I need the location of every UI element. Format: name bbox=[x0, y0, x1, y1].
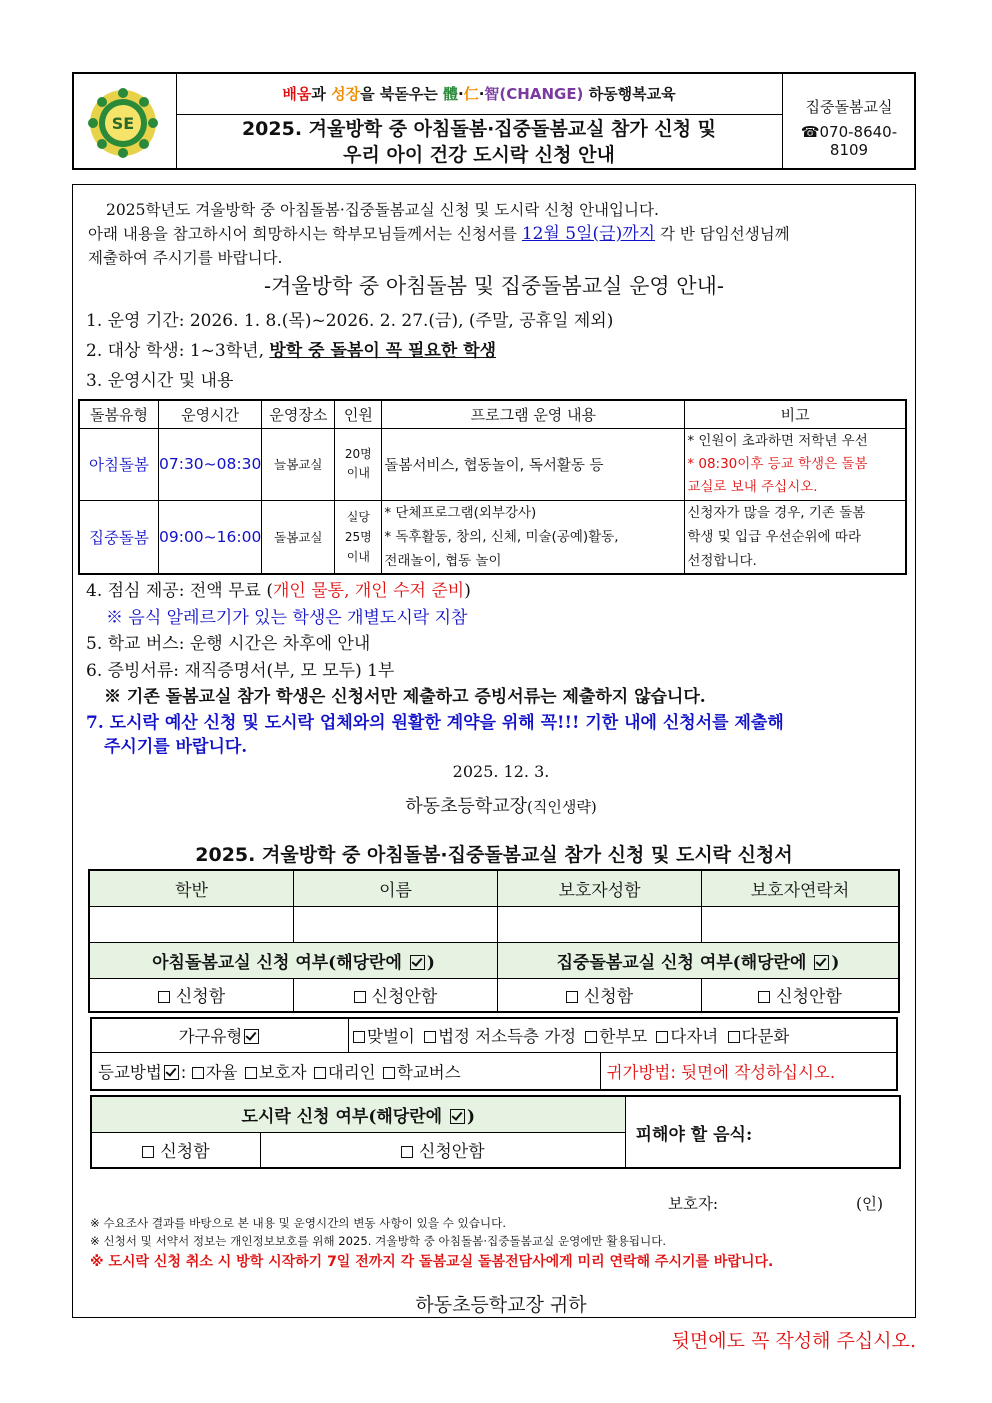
col-place: 운영장소 bbox=[262, 400, 335, 428]
checkbox-icon[interactable] bbox=[566, 991, 578, 1003]
table-row: 집중돌봄 09:00~16:00 돌봄교실 실당 25명 이내 * 단체프로그램(외부강사) * 독후활동, 창의, 신체, 미술(공예)활동, 전래놀이, 협동 놀이 신청자가 많을 경우, 기존 돌봄 학생 및 입급 우선순위에 따라 선정합니다. bbox=[79, 500, 906, 574]
checkbox-icon[interactable] bbox=[353, 1031, 365, 1043]
checkbox-icon[interactable] bbox=[728, 1031, 740, 1043]
checkbox-icon[interactable] bbox=[656, 1031, 668, 1043]
morning-care-label: 아침돌봄교실 신청 여부(해당란에 ) bbox=[89, 942, 498, 978]
intro-paragraph: 2025학년도 겨울방학 중 아침돌봄·집중돌봄교실 신청 및 도시락 신청 안내입니다. 아래 내용을 참고하시어 희망하시는 학부모님들께서는 신청서를 12월 5일(금)까지 각 반 담임선생님께 제출하여 주시기를 바랍니다. bbox=[88, 201, 790, 267]
family-type-label: 가구유형 bbox=[91, 1018, 349, 1052]
checkbox-icon[interactable] bbox=[245, 1067, 257, 1079]
document-title: 2025. 겨울방학 중 아침돌봄·집중돌봄교실 참가 신청 및 우리 아이 건강 도시락 신청 안내 bbox=[241, 118, 717, 166]
checkbox-icon[interactable] bbox=[158, 991, 170, 1003]
svg-text:SE: SE bbox=[111, 114, 135, 133]
morning-decline-option[interactable]: 신청안함 bbox=[294, 978, 498, 1012]
issue-date: 2025. 12. 3. bbox=[452, 762, 550, 781]
intensive-decline-option[interactable]: 신청안함 bbox=[702, 978, 900, 1012]
info-items bbox=[86, 306, 613, 396]
item-lunch: 4. 점심 제공: 전액 무료 (개인 물통, 개인 수저 준비) bbox=[86, 581, 471, 601]
addressee: 하동초등학교장 귀하 bbox=[415, 1294, 587, 1316]
intensive-apply-option[interactable]: 신청함 bbox=[498, 978, 702, 1012]
footer-notes: ※ 수요조사 결과를 바탕으로 본 내용 및 운영시간의 변동 사항이 있을 수 있습니다. ※ 신청서 및 서약서 정보는 개인정보보호를 위해 2025. 겨울방학 중 아침돌봄·집중돌봄교실 운영에만 활용됩니다. ※ 도시락 신청 취소 시 방학 시작하기 7일 전까지 각 돌봄교실 돌봄전담사에게 미리 연락해 주시기를 바랍니다. bbox=[90, 1216, 774, 1270]
item-lunchbox-budget: 7. 도시락 예산 신청 및 도시락 업체와의 원활한 계약을 위해 꼭!!! 기한 내에 신청서를 제출해 주시기를 바랍니다. bbox=[86, 712, 784, 757]
more-items bbox=[86, 578, 916, 759]
school-emblem-icon bbox=[88, 88, 158, 158]
lunchbox-table bbox=[90, 1095, 901, 1169]
applicant-table: 학반 이름 보호자성함 보호자연락처 아침돌봄교실 신청 여부(해당란에 ) 집중돌봄교실 신청 여부(해당란에 ) 신청함 신청안함 신청함 신청안함 bbox=[88, 869, 900, 1013]
checkbox-checked-icon bbox=[410, 955, 425, 970]
commute-options: 등교방법 : 자율 보호자 대리인 학교버스 bbox=[91, 1052, 600, 1090]
checkbox-icon[interactable] bbox=[424, 1031, 436, 1043]
name-field[interactable] bbox=[294, 906, 498, 942]
guardian-name-field[interactable] bbox=[498, 906, 702, 942]
col-count: 인원 bbox=[335, 400, 382, 428]
logo-cell bbox=[74, 74, 177, 168]
col-note: 비고 bbox=[685, 400, 906, 428]
guardian-phone-field[interactable] bbox=[702, 906, 900, 942]
phone-number: ☎070-8640-8109 bbox=[800, 123, 898, 159]
checkbox-checked-icon bbox=[450, 1109, 465, 1124]
checkbox-checked-icon bbox=[164, 1065, 179, 1080]
item-target: 2. 대상 학생: 1~3학년, 방학 중 돌봄이 꼭 필요한 학생 bbox=[86, 341, 497, 361]
checkbox-icon[interactable] bbox=[401, 1146, 413, 1158]
seal-mark: (인) bbox=[856, 1195, 884, 1213]
col-time: 운영시간 bbox=[159, 400, 262, 428]
slogan-line: 배움과 성장을 북돋우는 體·仁·智(CHANGE) 하동행복교육 bbox=[176, 74, 782, 115]
col-type: 돌봄유형 bbox=[79, 400, 159, 428]
section-title: -겨울방학 중 아침돌봄 및 집중돌봄교실 운영 안내- bbox=[264, 274, 724, 298]
principal-signature: 하동초등학교장(직인생략) bbox=[405, 796, 597, 817]
dept-name: 집중돌봄교실 bbox=[805, 98, 893, 116]
intensive-care-label: 집중돌봄교실 신청 여부(해당란에 ) bbox=[498, 942, 900, 978]
family-table bbox=[90, 1017, 898, 1091]
lunchbox-decline-option[interactable]: 신청안함 bbox=[261, 1132, 626, 1168]
item-schedule: 3. 운영시간 및 내용 bbox=[86, 371, 234, 391]
lunchbox-apply-option[interactable]: 신청함 bbox=[91, 1132, 261, 1168]
checkbox-icon[interactable] bbox=[354, 991, 366, 1003]
guardian-signature: 보호자: bbox=[668, 1195, 719, 1213]
col-program: 프로그램 운영 내용 bbox=[382, 400, 685, 428]
avoid-food-field[interactable]: 피해야 할 음식: bbox=[625, 1096, 900, 1168]
contact-cell bbox=[782, 74, 915, 168]
lunchbox-label: 도시락 신청 여부(해당란에 ) bbox=[91, 1096, 625, 1132]
allergy-note: ※ 음식 알레르기가 있는 학생은 개별도시락 지참 bbox=[106, 607, 468, 628]
return-method-note: 귀가방법: 뒷면에 작성하십시오. bbox=[600, 1052, 897, 1090]
checkbox-icon[interactable] bbox=[142, 1146, 154, 1158]
item-bus: 5. 학교 버스: 운행 시간은 차후에 안내 bbox=[86, 634, 371, 654]
item-period: 1. 운영 기간: 2026. 1. 8.(목)~2026. 2. 27.(금), (주말, 공휴일 제외) bbox=[86, 311, 614, 331]
back-page-note: 뒷면에도 꼭 작성해 주십시오. bbox=[671, 1330, 916, 1352]
checkbox-icon[interactable] bbox=[585, 1031, 597, 1043]
morning-apply-option[interactable]: 신청함 bbox=[89, 978, 294, 1012]
schedule-header-row bbox=[79, 400, 906, 428]
header-box bbox=[72, 72, 916, 170]
class-field[interactable] bbox=[89, 906, 294, 942]
checkbox-checked-icon bbox=[814, 955, 829, 970]
checkbox-icon[interactable] bbox=[314, 1067, 326, 1079]
checkbox-checked-icon bbox=[244, 1029, 259, 1044]
family-options: 맞벌이 법정 저소득층 가정 한부모 다자녀 다문화 bbox=[349, 1018, 898, 1052]
item-documents: 6. 증빙서류: 재직증명서(부, 모 모두) 1부 bbox=[86, 660, 395, 681]
table-row: 아침돌봄 07:30~08:30 늘봄교실 20명 이내 돌봄서비스, 협동놀이, 독서활동 등 * 인원이 초과하면 저학년 우선 * 08:30이후 등교 학생은 돌봄 교실로 보내 주십시오. bbox=[79, 428, 906, 500]
checkbox-icon[interactable] bbox=[758, 991, 770, 1003]
deadline: 12월 5일(금)까지 bbox=[521, 224, 656, 244]
checkbox-icon[interactable] bbox=[192, 1067, 204, 1079]
form-title: 2025. 겨울방학 중 아침돌봄·집중돌봄교실 참가 신청 및 도시락 신청서 bbox=[195, 844, 793, 866]
checkbox-icon[interactable] bbox=[383, 1067, 395, 1079]
schedule-table bbox=[78, 399, 907, 575]
documents-note: ※ 기존 돌봄교실 참가 학생은 신청서만 제출하고 증빙서류는 제출하지 않습니다. bbox=[104, 687, 706, 707]
